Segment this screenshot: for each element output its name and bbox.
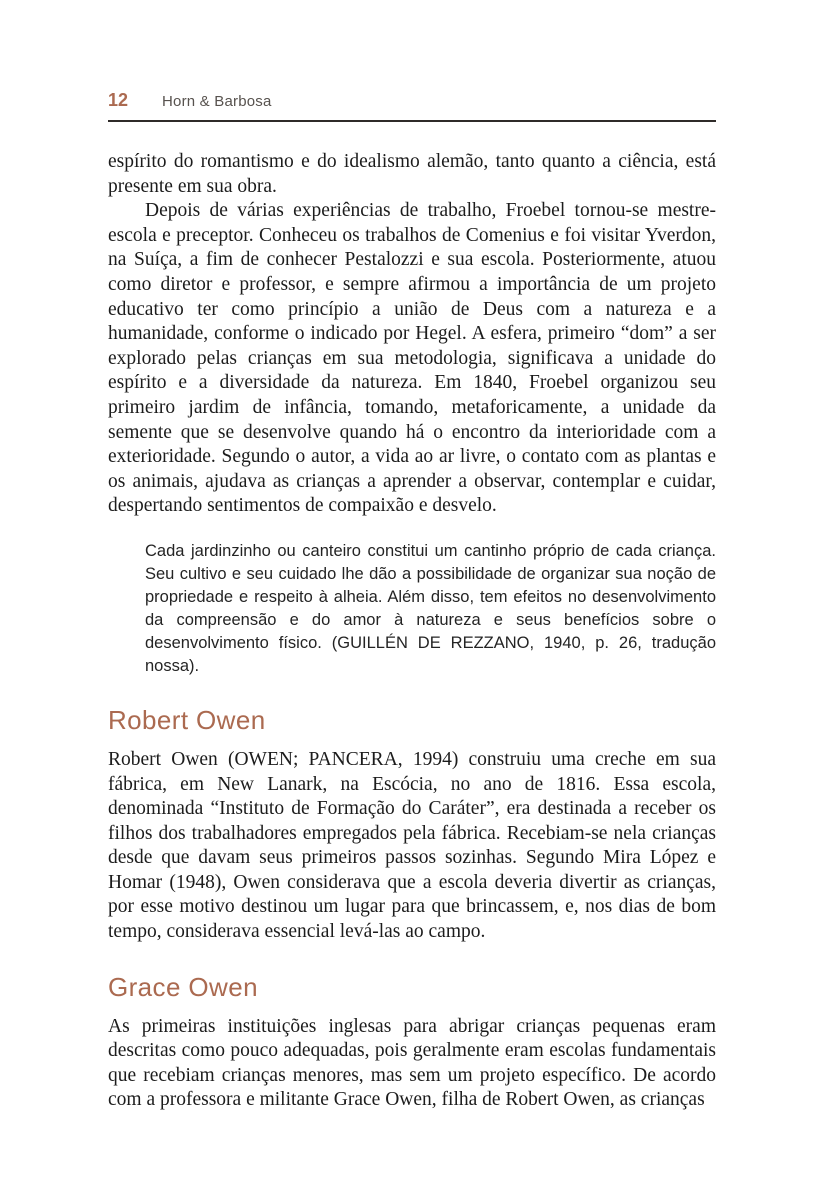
page-number: 12 <box>108 90 129 110</box>
running-head-authors: Horn & Barbosa <box>162 93 272 110</box>
paragraph-grace-owen: As primeiras instituições inglesas para abrigar crianças pequenas eram descritas como pouco adequadas, pois geralmente eram escolas fundamentais que recebiam crianças menores, mas sem um projeto específico. De acordo com a professora e militante Grace Owen, filha de Robert Owen, as crianças <box>108 1015 716 1111</box>
running-header <box>108 90 716 111</box>
page-body <box>108 150 716 1113</box>
paragraph-continuation: espírito do romantismo e do idealismo alemão, tanto quanto a ciência, está presente em sua obra. <box>108 151 716 197</box>
paragraph-robert-owen: Robert Owen (OWEN; PANCERA, 1994) construiu uma creche em sua fábrica, em New Lanark, na Escócia, no ano de 1816. Essa escola, denominada “Instituto de Formação do Caráter”, era destinada a receber os filhos dos trabalhadores empregados pela fábrica. Recebiam-se nela crianças desde que davam seus primeiros passos sozinhas. Segundo Mira López e Homar (1948), Owen considerava que a escola deveria divertir as crianças, por esse motivo destinou um lugar para que brincassem, e, nos dias de bom tempo, considerava essencial levá-las ao campo. <box>108 748 716 943</box>
block-quote-guillen-de-rezzano: Cada jardinzinho ou canteiro constitui um cantinho próprio de cada criança. Seu cultivo e seu cuidado lhe dão a possibilidade de organizar sua noção de propriedade e respeito à alheia. Além disso, tem efeitos no desenvolvimento da compreensão e do amor à natureza e seus benefícios sobre o desenvolvimento físico. (GUILLÉN DE REZZANO, 1940, p. 26, tradução nossa). <box>145 541 716 675</box>
paragraph-froebel: Depois de várias experiências de trabalho, Froebel tornou-se mestre-escola e preceptor. Conheceu os trabalhos de Comenius e foi visitar Yverdon, na Suíça, a fim de conhecer Pestalozzi e sua escola. Posteriormente, atuou como diretor e professor, e sempre afirmou a importância de um projeto educativo ter como princípio a união de Deus com a natureza e a humanidade, conforme o indicado por Hegel. A esfera, primeiro “dom” a ser explorado pelas crianças em sua metodologia, significava a unidade do espírito e a diversidade da natureza. Em 1840, Froebel organizou seu primeiro jardim de infância, tomando, metaforicamente, a unidade da semente que se desenvolve quando há o encontro da interioridade com a exterioridade. Segundo o autor, a vida ao ar livre, o contato com as plantas e os animais, ajudava as crianças a aprender a observar, contemplar e cuidar, despertando sentimentos de compaixão e desvelo. <box>108 200 716 517</box>
header-rule <box>108 120 716 122</box>
section-heading-robert-owen: Robert Owen <box>108 704 266 735</box>
section-heading-grace-owen: Grace Owen <box>108 971 258 1002</box>
